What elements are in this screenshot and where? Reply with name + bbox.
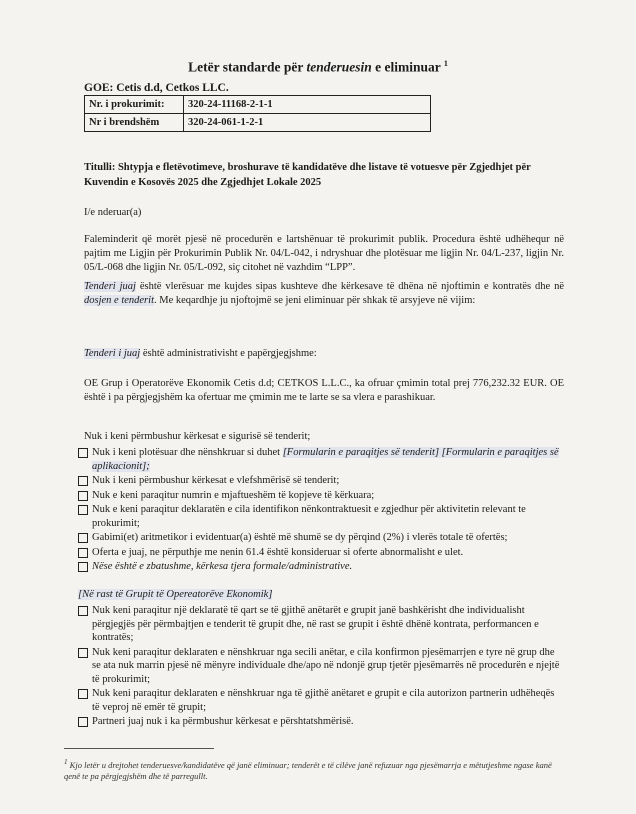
checkbox[interactable] [78,689,88,699]
checkbox[interactable] [78,505,88,515]
highlight-tender: Tenderi i juaj [84,348,141,359]
footnote-number: 1 [64,758,68,766]
paragraph-text: është vlerësuar me kujdes sipas kushteve dhe kërkesave të dhëna në njoftimin e kontratës dhe në [135,281,564,292]
checklist-item [78,531,564,545]
goe-line: GOE: Cetis d.d, Cetkos LLC. [84,82,229,94]
footnote [64,757,564,782]
salutation: I/e nderuar(a) [84,207,142,218]
subject-line: Titulli: Shtypja e fletëvotimeve, broshurave të kandidatëve dhe listave të votuesve për Zgjedhjet për Kuvendin e Kosovës 2025 dhe Zgjedhjet Lokale 2025 [84,162,531,188]
checklist-item [78,715,564,729]
checkbox[interactable] [78,533,88,543]
letter-title [0,59,636,76]
checkbox[interactable] [78,562,88,572]
checklist-item [78,489,564,503]
price-paragraph: OE Grup i Operatorëve Ekonomik Cetis d.d; CETKOS L.L.C., ka ofruar çmimin total prej 776,232.32 EUR. OE është i pa përgjegjshëm ka ofertuar me çmimin me te larte se sa vlera e parashikuar. [84,378,564,403]
item-text: Partneri juaj nuk i ka përmbushur kërkesat e përshtatshmërisë. [92,716,354,727]
paragraph-text: është administrativisht e papërgjegjshme: [140,348,317,359]
reference-value: 320-24-11168-2-1-1 [184,96,431,114]
group-heading [78,589,272,600]
reference-table [84,95,431,132]
item-text: Nuk i keni përmbushur kërkesat e vlefshmërisë së tenderit; [92,475,340,486]
item-text: Nuk e keni paraqitur numrin e mjaftueshëm të kopjeve të kërkuara; [92,489,375,501]
footnote-divider [64,748,214,749]
title-footnote-ref: 1 [443,59,448,68]
admin-paragraph [84,347,564,361]
checklist-item [78,604,564,645]
item-text: Nuk keni paraqitur deklaraten e nënshkruar nga të gjithë anëtaret e grupit e cila autorizon partnerin udhëheqës të veproj në emër të grupit; [92,688,555,713]
item-text: Oferta e juaj, ne përputhje me nenin 61.4 është konsideruar si oferte abnormalisht e ulet. [92,546,464,558]
group-checklist [78,604,564,730]
title-emphasis: tenderuesin [306,59,372,75]
reference-row [85,96,431,114]
item-text: Nuk e keni paraqitur deklaratën e cila identifikon nënkontraktuesit e zgjedhur për aktivitetin relevant te prokurimit; [92,504,526,529]
checklist-item [78,646,564,687]
item-text: Nuk keni paraqitur deklaraten e nënshkruar nga secili anëtar, e cila konfirmon pjesëmarrjen e tyre në grup dhe se ata nuk marrin pjesë në mënyre individuale dhe/apo në ndonjë grup tjetër pjesëmarrës në procedurën e njejtë të prokurimit; [92,646,560,685]
item-text: Nëse është e zbatushme, kërkesa tjera formale/administrative. [92,561,353,572]
title-text-post: e eliminuar [371,59,444,75]
paragraph-text: . Me keqardhje ju njoftojmë se jeni eliminuar për shkak të arsyjeve në vijim: [153,295,476,306]
reference-row [85,114,431,132]
checkbox[interactable] [78,476,88,486]
admin-checklist [78,446,564,575]
security-requirement-line: Nuk i keni përmbushur kërkesat e sigurisë së tenderit; [84,431,311,442]
checklist-item [78,560,564,574]
checkbox[interactable] [78,717,88,727]
reference-label: Nr. i prokurimit: [85,96,184,114]
item-text: Nuk keni paraqitur një deklaratë të qart se të gjithë anëtarët e grupit janë bashkërisht dhe individualisht përgjegjës për përmbajtjen e tenderit të grupit dhe, në rast se grupit i është dhënë kontrata, performancen e kontratës; [92,605,539,643]
item-highlight: [Formularin e paraqitjes së tenderit] [Formularin e paraqitjes së aplikacionit]; [92,447,559,472]
checklist-item [78,474,564,488]
checklist-item [78,446,564,473]
checkbox[interactable] [78,548,88,558]
checkbox[interactable] [78,491,88,501]
item-text: Gabimi(et) aritmetikor i evidentuar(a) është më shumë se dy përqind (2%) i vlerës totale të ofertës; [92,532,508,543]
checkbox[interactable] [78,606,88,616]
reference-label: Nr i brendshëm [85,114,184,132]
highlight-tender: Tenderi juaj [84,281,136,292]
title-text-pre: Letër standarde për [188,59,307,75]
checkbox[interactable] [78,648,88,658]
reference-value: 320-24-061-1-2-1 [184,114,431,132]
evaluation-paragraph [84,280,564,308]
highlight-dossier: dosjen e tenderit [84,295,154,306]
checklist-item [78,546,564,560]
group-heading-text: [Në rast të Grupit të Opereatorëve Ekonomik] [78,589,273,600]
item-text: Nuk i keni plotësuar dhe nënshkruar si duhet [92,447,283,458]
footnote-text: Kjo letër u drejtohet tenderuesve/kandidatëve që janë eliminuar; tenderët e të cilëve janë refuzuar nga pjesëmarrja e mëtutjeshme ngase kanë qenë te pa përgjegjshëm dhe të parregullt. [64,759,552,781]
checkbox[interactable] [78,448,88,458]
checklist-item [78,687,564,714]
intro-paragraph: Faleminderit që morët pjesë në procedurën e lartshënuar të prokurimit publik. Procedura është udhëhequr në pajtim me Ligjin për Prokurimin Publik Nr. 04/L-042, i ndryshuar dhe plotësuar me ligjin Nr. 04/L-237, ligjin Nr. 05/L-068 dhe ligjin Nr. 05/L-092, siç citohet në vazhdim “LPP”. [84,234,564,273]
checklist-item [78,503,564,530]
